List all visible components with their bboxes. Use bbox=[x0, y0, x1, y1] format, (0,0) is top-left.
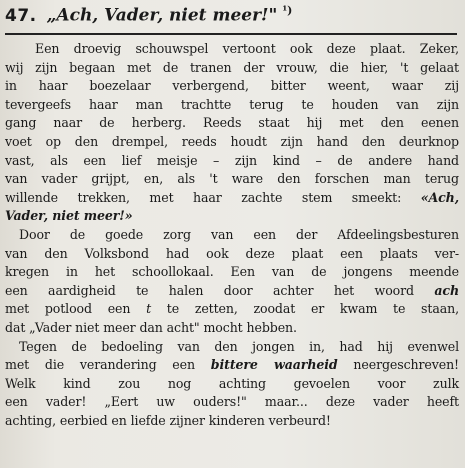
text-run: te zetten, zoodat er kwam te staan, bbox=[151, 301, 459, 317]
text-line: vast, als een lief meisje – zijn kind – de andere hand bbox=[5, 152, 459, 168]
text-line: Tegen de bedoeling van den jongen in, had hij evenwel bbox=[19, 338, 459, 354]
text-line: achting, eerbied en liefde zijner kinderen verbeurd! bbox=[5, 412, 331, 428]
section-title-text: „Ach, Vader, niet meer!" bbox=[46, 5, 278, 26]
section-heading bbox=[5, 4, 459, 30]
text-line: in haar boezelaar verbergend, bitter weent, waar zij bbox=[5, 78, 459, 94]
text-line bbox=[5, 300, 459, 319]
emphasis-text: bittere waarheid bbox=[210, 357, 338, 373]
section-number: 47. bbox=[5, 5, 37, 26]
paragraph-2 bbox=[5, 226, 459, 338]
text-run: een aardigheid te halen door achter het woord bbox=[5, 282, 435, 298]
text-run: met potlood een bbox=[5, 301, 147, 317]
text-line: Een droevig schouwspel vertoont ook deze plaat. Zeker, bbox=[35, 41, 459, 56]
heading-rule bbox=[5, 33, 457, 35]
text-line bbox=[5, 356, 459, 375]
text-line: Welk kind zou nog achting gevoelen voor zulk bbox=[5, 375, 459, 391]
emphasis-line: Vader, niet meer!» bbox=[5, 208, 133, 224]
text-line: Door de goede zorg van een der Afdeelingsbesturen bbox=[19, 226, 459, 242]
text-line: kregen in het schoollokaal. Een van de jongens meende bbox=[5, 264, 459, 280]
text-line: dat „Vader niet meer dan acht" mocht hebben. bbox=[5, 319, 297, 335]
text-line: voet op den drempel, reeds houdt zijn hand den deurknop bbox=[5, 133, 459, 149]
text-line bbox=[5, 282, 459, 301]
text-line bbox=[5, 189, 459, 208]
emphasis-text: ach bbox=[434, 282, 459, 298]
text-line: wij zijn begaan met de tranen der vrouw, die hier, 't gelaat bbox=[5, 59, 459, 75]
text-line: van den Volksbond had ook deze plaat een plaats ver- bbox=[5, 245, 459, 261]
footnote-marker: ¹) bbox=[282, 4, 293, 17]
section-title bbox=[47, 4, 293, 26]
paragraph-3 bbox=[5, 338, 459, 431]
emphasis-text: t bbox=[146, 301, 152, 317]
paragraph-1 bbox=[5, 40, 459, 226]
text-run: neergeschreven! bbox=[337, 357, 460, 373]
emphasis-text: «Ach, bbox=[420, 189, 459, 205]
text-line: van vader grijpt, en, als 't ware den forschen man terug bbox=[5, 171, 459, 187]
text-run: willende trekken, met haar zachte stem smeekt: bbox=[5, 189, 421, 205]
text-line: gang naar de herberg. Reeds staat hij met den eenen bbox=[5, 115, 459, 131]
text-line: tevergeefs haar man trachtte terug te houden van zijn bbox=[5, 96, 459, 112]
text-line: een vader! „Eert uw ouders!" maar... deze vader heeft bbox=[5, 394, 459, 410]
text-run: met die verandering een bbox=[5, 357, 211, 373]
